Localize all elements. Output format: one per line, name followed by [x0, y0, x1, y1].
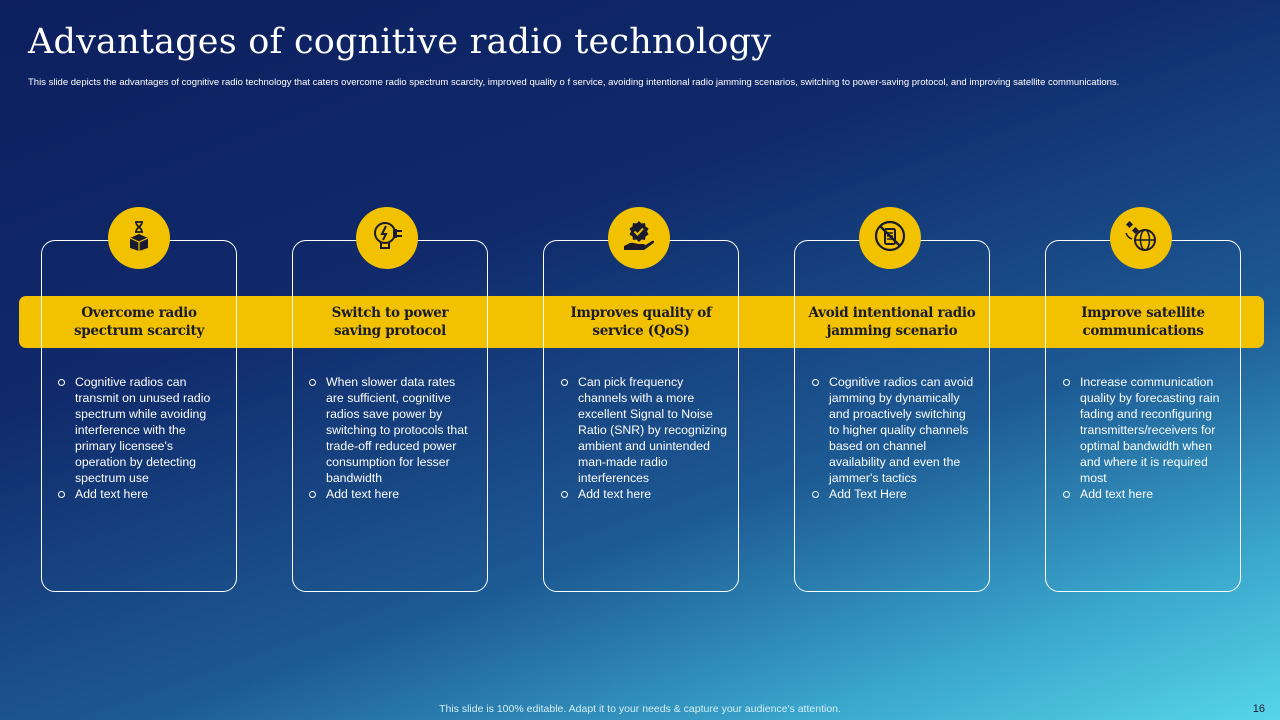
- bullet-item: Add text here: [1061, 486, 1229, 502]
- bullet-item: Add text here: [559, 486, 727, 502]
- icon-badge-4: [859, 207, 921, 269]
- card-bullets-2: [307, 374, 475, 502]
- page-number: 16: [1252, 703, 1265, 715]
- icon-badge-1: [108, 207, 170, 269]
- card-heading-4: Avoid intentional radio jamming scenario: [808, 305, 976, 339]
- bullet-item: Cognitive radios can avoid jamming by dynamically and proactively switching to higher quality channels based on channel availability and even the jammer's tactics: [810, 374, 978, 486]
- bullet-item: Add text here: [56, 486, 224, 502]
- bullet-item: Add text here: [307, 486, 475, 502]
- bullet-item: Increase communication quality by forecasting rain fading and reconfiguring transmitters/receivers for optimal bandwidth when and where it is required most: [1061, 374, 1229, 486]
- card-bullets-1: [56, 374, 224, 502]
- card-heading-2: Switch to power saving protocol: [331, 305, 449, 339]
- slide-subtitle: This slide depicts the advantages of cognitive radio technology that caters overcome radio spectrum scarcity, improved quality o f service, avoiding intentional radio jamming scenarios, switching to power-saving protocol, and improving satellite communications.: [28, 77, 1120, 88]
- bullet-item: Can pick frequency channels with a more excellent Signal to Noise Ratio (SNR) by recognizing ambient and unintended man-made radio interferences: [559, 374, 727, 486]
- icon-badge-2: [356, 207, 418, 269]
- card-bullets-3: [559, 374, 727, 502]
- icon-badge-3: [608, 207, 670, 269]
- card-bullets-5: [1061, 374, 1229, 502]
- card-heading-3: Improves quality of service (QoS): [570, 305, 712, 339]
- footer-note: This slide is 100% editable. Adapt it to your needs & capture your audience's attention.: [439, 703, 841, 715]
- bullet-item: Add Text Here: [810, 486, 978, 502]
- card-heading-1: Overcome radio spectrum scarcity: [73, 305, 204, 339]
- icon-badge-5: [1110, 207, 1172, 269]
- box-hourglass-icon: [122, 219, 156, 258]
- bullet-item: Cognitive radios can transmit on unused radio spectrum while avoiding interference with the primary licensee's operation by detecting spectrum use: [56, 374, 224, 486]
- hand-quality-badge-icon: [622, 219, 656, 258]
- no-signal-jamming-icon: [873, 219, 907, 258]
- card-bullets-4: [810, 374, 978, 502]
- bullet-item: When slower data rates are sufficient, cognitive radios save power by switching to protocols that trade-off reduced power consumption for lesser bandwidth: [307, 374, 475, 486]
- satellite-globe-icon: [1124, 219, 1158, 258]
- card-heading-5: Improve satellite communications: [1081, 305, 1205, 339]
- slide-title: Advantages of cognitive radio technology: [28, 22, 772, 62]
- lightbulb-plug-icon: [370, 219, 404, 258]
